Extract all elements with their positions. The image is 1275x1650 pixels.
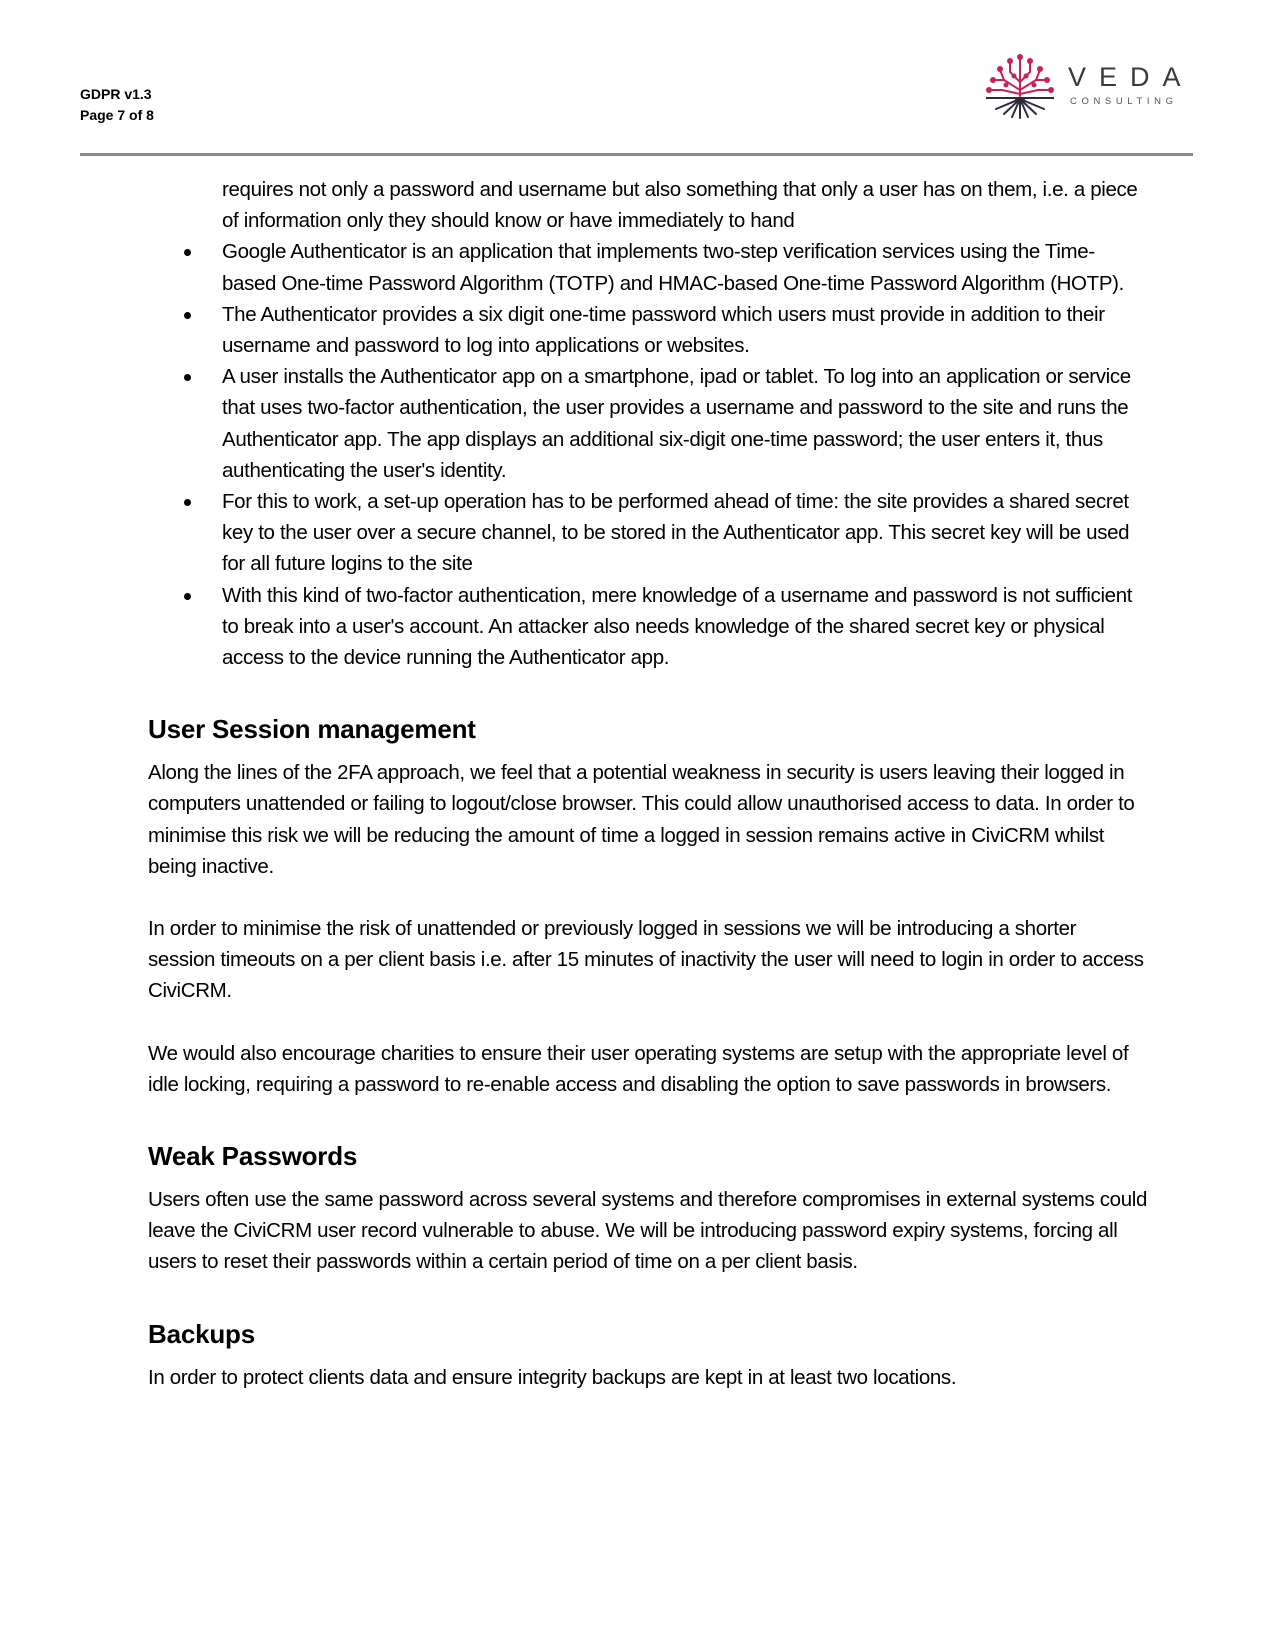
bullet-icon — [184, 499, 191, 506]
section-paragraph: Users often use the same password across several systems and therefore compromises in external systems could leave the CiviCRM user record vulnerable to abuse. We will be introducing password expiry systems, forcing all users to reset their passwords within a certain period of time on a per client basis. — [148, 1188, 1148, 1274]
page-number: Page 7 of 8 — [80, 107, 154, 123]
bullet-item: With this kind of two-factor authentication, mere knowledge of a username and password is not sufficient to break into a user's account. An attacker also needs knowledge of the shared secret key or physical access to the device running the Authenticator app. — [148, 580, 1148, 674]
logo-subword: CONSULTING — [1070, 96, 1178, 107]
bullet-item: A user installs the Authenticator app on a smartphone, ipad or tablet. To log into an application or service that uses two-factor authentication, the user provides a username and password to the site and runs the Authenticator app. The app displays an additional six-digit one-time password; the user enters it, thus authenticating the user's identity. — [148, 361, 1148, 486]
section-heading-session: User Session management — [148, 714, 476, 745]
two-factor-bullet-list — [148, 174, 1148, 673]
section-paragraph: In order to minimise the risk of unattended or previously logged in sessions we will be introducing a shorter session timeouts on a per client basis i.e. after 15 minutes of inactivity the user will need to login in order to access CiviCRM. — [148, 917, 1144, 1003]
document-body — [148, 174, 1148, 1393]
section-paragraph: We would also encourage charities to ensure their user operating systems are setup with the appropriate level of idle locking, requiring a password to re-enable access and disabling the option to save passwords in browsers. — [148, 1041, 1129, 1096]
bullet-icon — [184, 312, 191, 319]
logo-wordmark: VEDA — [1068, 62, 1194, 92]
header-divider — [80, 153, 1193, 156]
section-heading-weak-passwords: Weak Passwords — [148, 1141, 358, 1172]
tree-roots-logo-icon — [984, 52, 1056, 120]
bullet-continuation: requires not only a password and username but also something that only a user has on them, i.e. a piece of information only they should know or have immediately to hand — [222, 178, 1138, 233]
bullet-item: Google Authenticator is an application that implements two-step verification services using the Time-based One-time Password Algorithm (TOTP) and HMAC-based One-time Password Algorithm (HOTP). — [148, 236, 1148, 298]
document-version: GDPR v1.3 — [80, 86, 152, 102]
bullet-item: For this to work, a set-up operation has to be performed ahead of time: the site provides a shared secret key to the user over a secure channel, to be stored in the Authenticator app. This secret key will be used for all future logins to the site — [148, 486, 1148, 580]
bullet-item: The Authenticator provides a six digit one-time password which users must provide in addition to their username and password to log into applications or websites. — [148, 299, 1148, 361]
bullet-icon — [184, 374, 191, 381]
bullet-icon — [184, 249, 191, 256]
bullet-icon — [184, 593, 191, 600]
section-paragraph: In order to protect clients data and ensure integrity backups are kept in at least two locations. — [148, 1365, 957, 1389]
document-header-meta — [80, 84, 154, 126]
section-heading-backups: Backups — [148, 1318, 255, 1349]
company-logo — [984, 52, 1194, 122]
section-paragraph: Along the lines of the 2FA approach, we feel that a potential weakness in security is users leaving their logged in computers unattended or failing to logout/close browser. This could allow unauthorised access to data. In order to minimise this risk we will be reducing the amount of time a logged in session remains active in CiviCRM whilst being inactive. — [148, 761, 1135, 878]
